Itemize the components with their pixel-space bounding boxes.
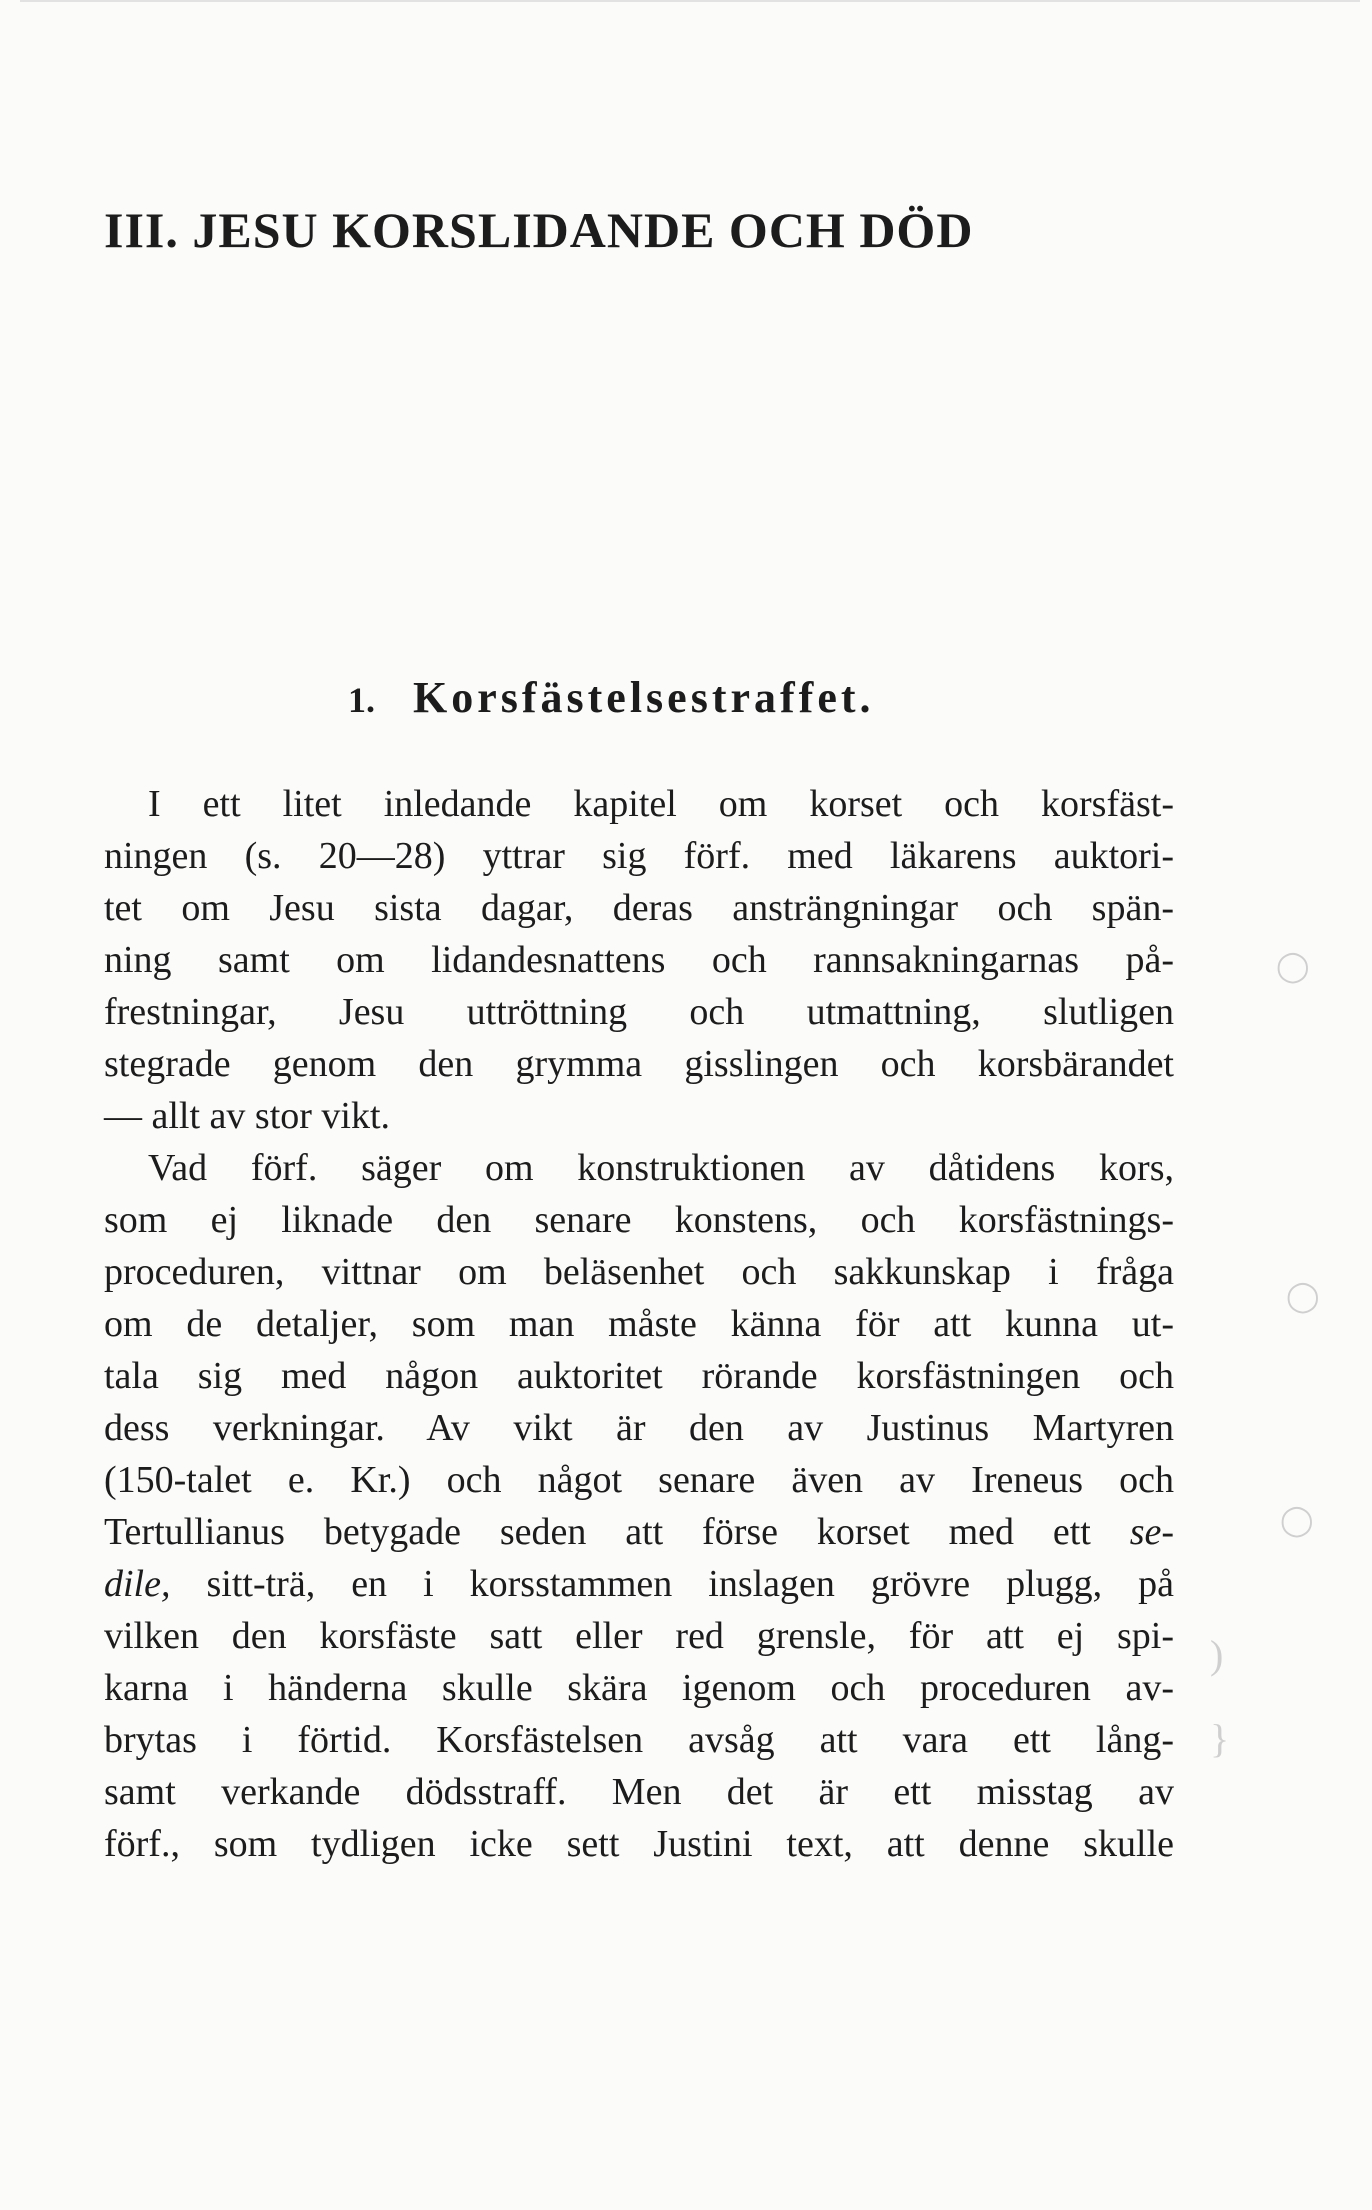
text-line: dess verkningar. Av vikt är den av Justinus Martyren [104, 1407, 1174, 1449]
section-title: Korsfästelsestraffet. [413, 673, 875, 722]
chapter-title: III. JESU KORSLIDANDE OCH DÖD [104, 202, 974, 258]
text-line: tet om Jesu sista dagar, deras ansträngningar och spän- [104, 887, 1174, 929]
margin-hole-mark: ◯ [1280, 1504, 1314, 1537]
emphasis-text: dile, [104, 1563, 171, 1605]
section-number: 1. [348, 680, 375, 720]
text-line: ningen (s. 20—28) yttrar sig förf. med läkarens auktori- [104, 835, 1174, 877]
text-line: tala sig med någon auktoritet rörande korsfästningen och [104, 1355, 1174, 1397]
emphasis-text: se- [1129, 1511, 1175, 1553]
text-line: I ett litet inledande kapitel om korset och korsfäst- [148, 783, 1174, 825]
margin-hole-mark: ◯ [1276, 950, 1310, 983]
text-line: förf., som tydligen icke sett Justini text, att denne skulle [104, 1823, 1174, 1865]
text-segment: Tertullianus betygade seden att förse korset med ett [104, 1511, 1091, 1553]
text-line: som ej liknade den senare konstens, och korsfästnings- [104, 1199, 1174, 1241]
text-line: frestningar, Jesu uttröttning och utmattning, slutligen [104, 991, 1174, 1033]
text-line: vilken den korsfäste satt eller red grensle, för att ej spi- [104, 1615, 1174, 1657]
section-heading [348, 668, 1048, 735]
text-line: ning samt om lidandesnattens och rannsakningarnas på- [104, 939, 1174, 981]
text-line: karna i händerna skulle skära igenom och proceduren av- [104, 1667, 1174, 1709]
page-edge-line [20, 0, 1360, 2]
text-line: — allt av stor vikt. [104, 1095, 391, 1137]
text-line: brytas i förtid. Korsfästelsen avsåg att vara ett lång- [104, 1719, 1174, 1761]
text-line-with-emphasis [104, 1506, 1174, 1558]
margin-bracket-mark: } [1210, 1716, 1230, 1761]
text-line-with-emphasis [104, 1558, 1174, 1610]
text-line: Vad förf. säger om konstruktionen av dåtidens kors, [148, 1147, 1174, 1189]
text-line: proceduren, vittnar om beläsenhet och sakkunskap i fråga [104, 1251, 1174, 1293]
text-segment: sitt-trä, en i korsstammen inslagen grövre plugg, på [206, 1563, 1175, 1605]
body-text [104, 778, 1174, 1870]
text-line: stegrade genom den grymma gisslingen och korsbärandet [104, 1043, 1174, 1085]
margin-hole-mark: ◯ [1286, 1280, 1320, 1313]
text-line: samt verkande dödsstraff. Men det är ett misstag av [104, 1771, 1174, 1813]
text-line: (150-talet e. Kr.) och något senare även av Ireneus och [104, 1459, 1174, 1501]
margin-bracket-mark: ) [1210, 1632, 1224, 1677]
text-line: om de detaljer, som man måste känna för att kunna ut- [104, 1303, 1174, 1345]
